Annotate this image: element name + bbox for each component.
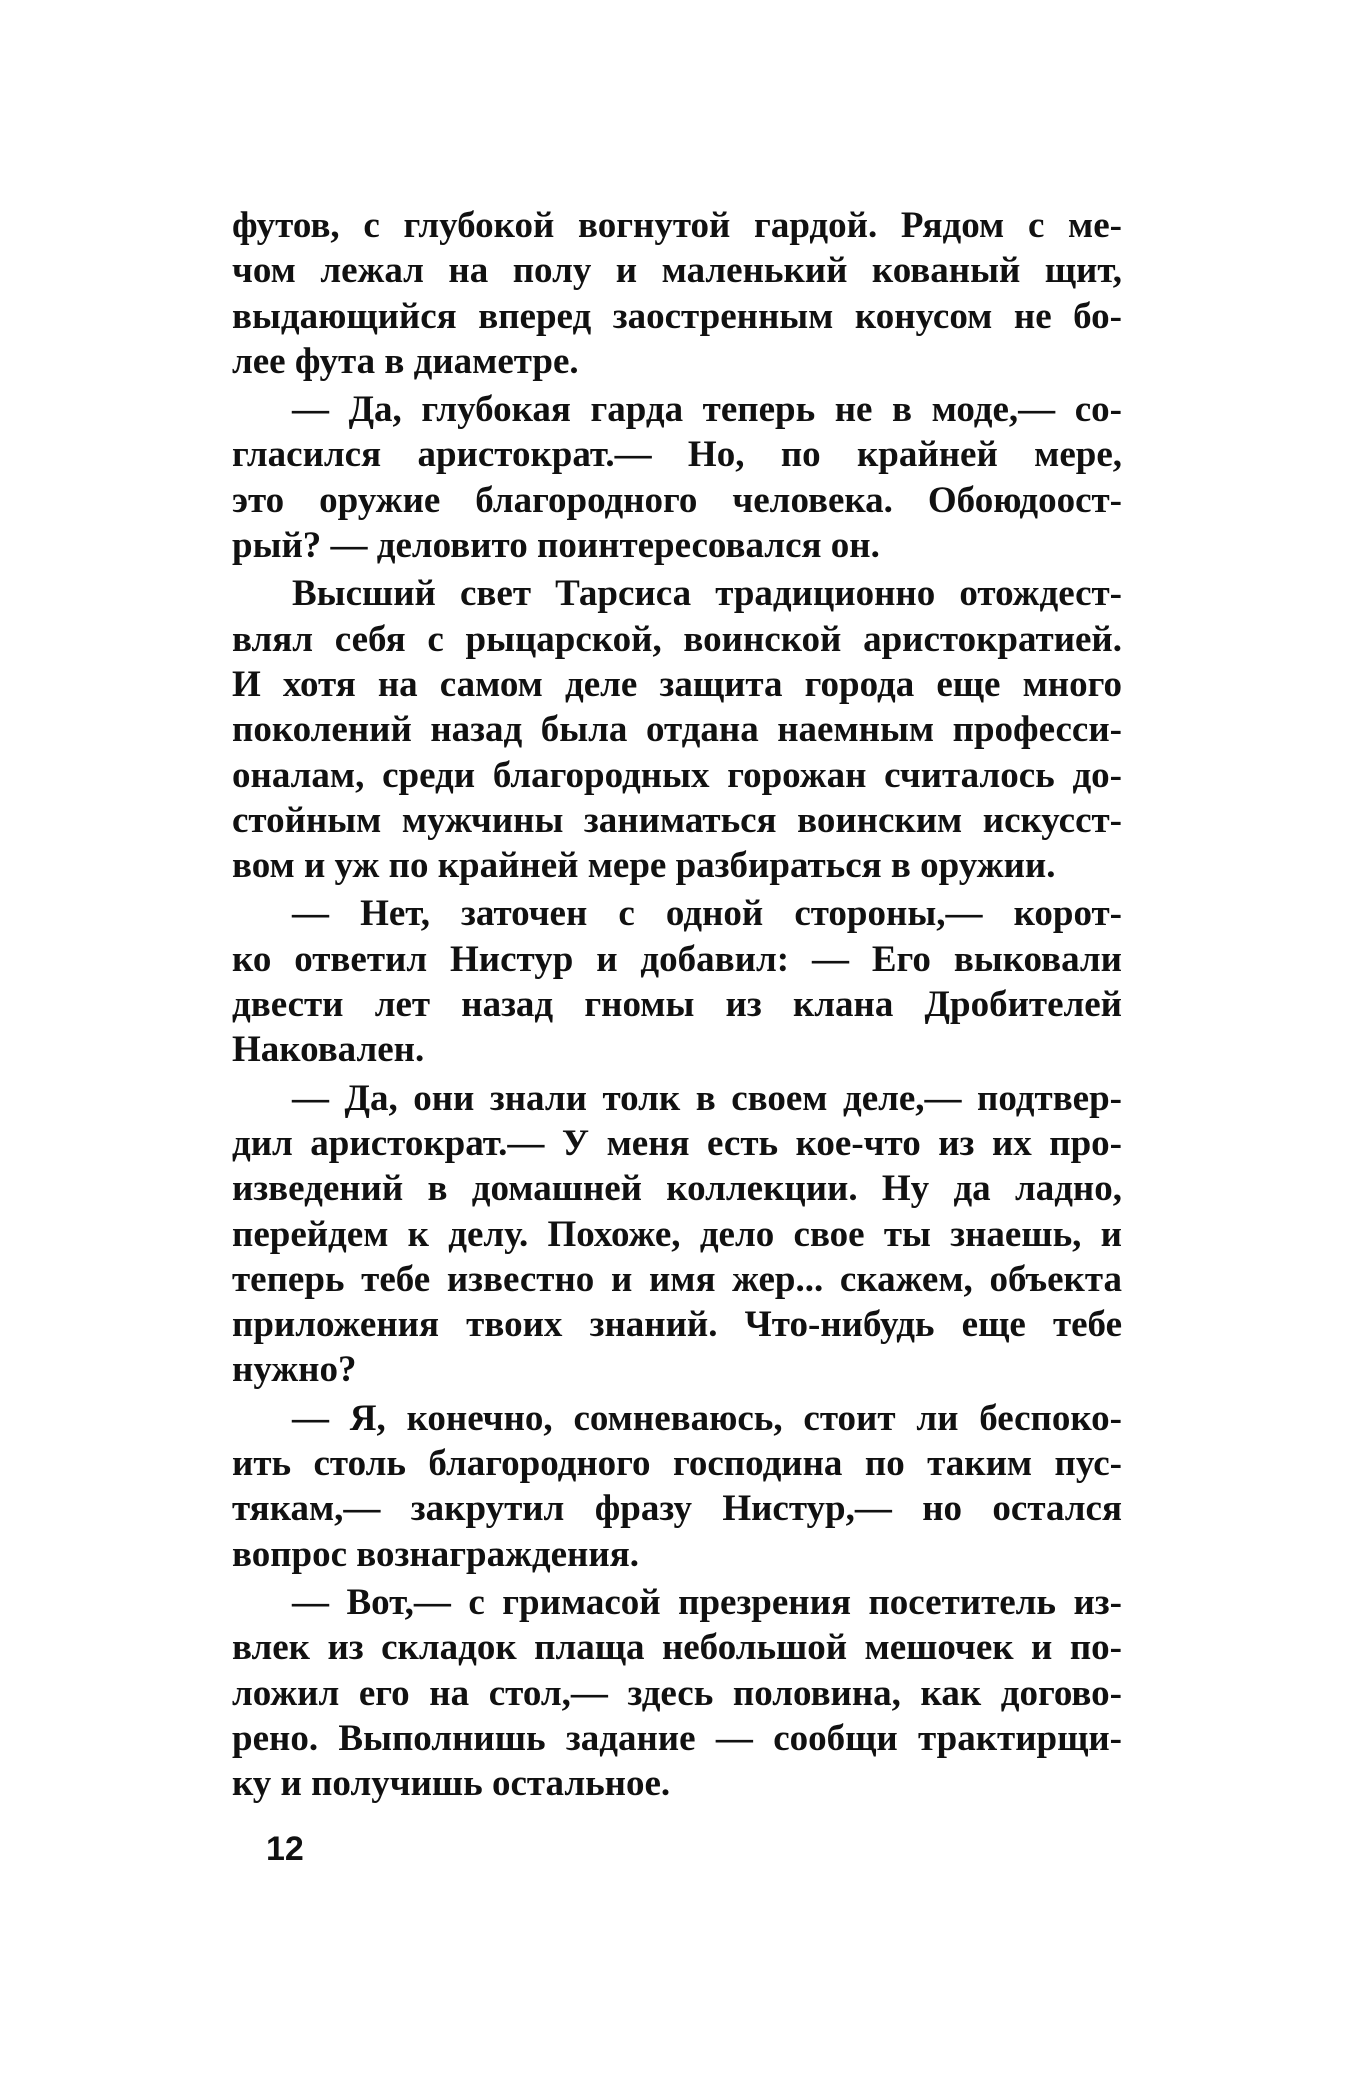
page-number: 12 (266, 1830, 304, 1868)
text-line: Наковален. (232, 1029, 425, 1071)
text-line: вопрос вознаграждения. (232, 1533, 639, 1575)
text-line: перейдем к делу. Похоже, дело свое ты знаешь, и (232, 1213, 1122, 1255)
text-line: — Я, конечно, сомневаюсь, стоит ли беспоко- (292, 1397, 1122, 1439)
text-line: это оружие благородного человека. Обоюдоост- (232, 479, 1122, 521)
text-line: — Да, они знали толк в своем деле,— подтвер- (292, 1077, 1122, 1119)
paragraph (232, 1076, 1122, 1393)
text-line: выдающийся вперед заостренным конусом не бо- (232, 295, 1122, 337)
body-text (232, 203, 1122, 1806)
text-line: — Да, глубокая гарда теперь не в моде,— со- (292, 389, 1122, 431)
text-line: — Нет, заточен с одной стороны,— корот- (292, 893, 1122, 935)
text-line: И хотя на самом деле защита города еще много (232, 663, 1122, 705)
text-line: вом и уж по крайней мере разбираться в оружии. (232, 845, 1056, 887)
text-line: теперь тебе известно и имя жер... скажем, объекта (232, 1258, 1122, 1300)
text-line: — Вот,— с гримасой презрения посетитель из- (292, 1581, 1122, 1623)
paragraph (232, 891, 1122, 1072)
text-line: чом лежал на полу и маленький кованый щит, (232, 250, 1122, 292)
text-line: тякам,— закрутил фразу Нистур,— но остался (232, 1488, 1122, 1530)
text-line: Высший свет Тарсиса традиционно отождест- (292, 573, 1122, 615)
paragraph (232, 1580, 1122, 1806)
text-line: поколений назад была отдана наемным професси- (232, 709, 1122, 751)
text-line: ложил его на стол,— здесь половина, как догово- (232, 1672, 1122, 1714)
text-line: влял себя с рыцарской, воинской аристократией. (232, 618, 1122, 660)
text-line: ко ответил Нистур и добавил: — Его выковали (232, 938, 1122, 980)
paragraph (232, 387, 1122, 568)
text-line: футов, с глубокой вогнутой гардой. Рядом с ме- (232, 205, 1122, 246)
text-line: изведений в домашней коллекции. Ну да ладно, (232, 1168, 1122, 1210)
text-line: ку и получишь остальное. (232, 1763, 671, 1805)
text-line: дил аристократ.— У меня есть кое-что из их про- (232, 1122, 1122, 1164)
text-line: гласился аристократ.— Но, по крайней мере, (232, 434, 1122, 476)
text-line: приложения твоих знаний. Что-нибудь еще тебе (232, 1304, 1122, 1346)
text-line: ить столь благородного господина по таким пус- (232, 1443, 1122, 1485)
paragraph (232, 1396, 1122, 1577)
text-line: стойным мужчины заниматься воинским искусст- (232, 799, 1122, 841)
paragraph (232, 571, 1122, 888)
text-line: рый? — деловито поинтересовался он. (232, 525, 880, 567)
text-line: лее фута в диаметре. (232, 340, 579, 382)
text-line: нужно? (232, 1349, 357, 1391)
text-line: влек из складок плаща небольшой мешочек и по- (232, 1627, 1122, 1669)
text-line: оналам, среди благородных горожан считалось до- (232, 754, 1122, 796)
paragraph (232, 203, 1122, 384)
text-line: двести лет назад гномы из клана Дробителей (232, 984, 1122, 1026)
text-line: рено. Выполнишь задание — сообщи трактирщи- (232, 1717, 1122, 1759)
